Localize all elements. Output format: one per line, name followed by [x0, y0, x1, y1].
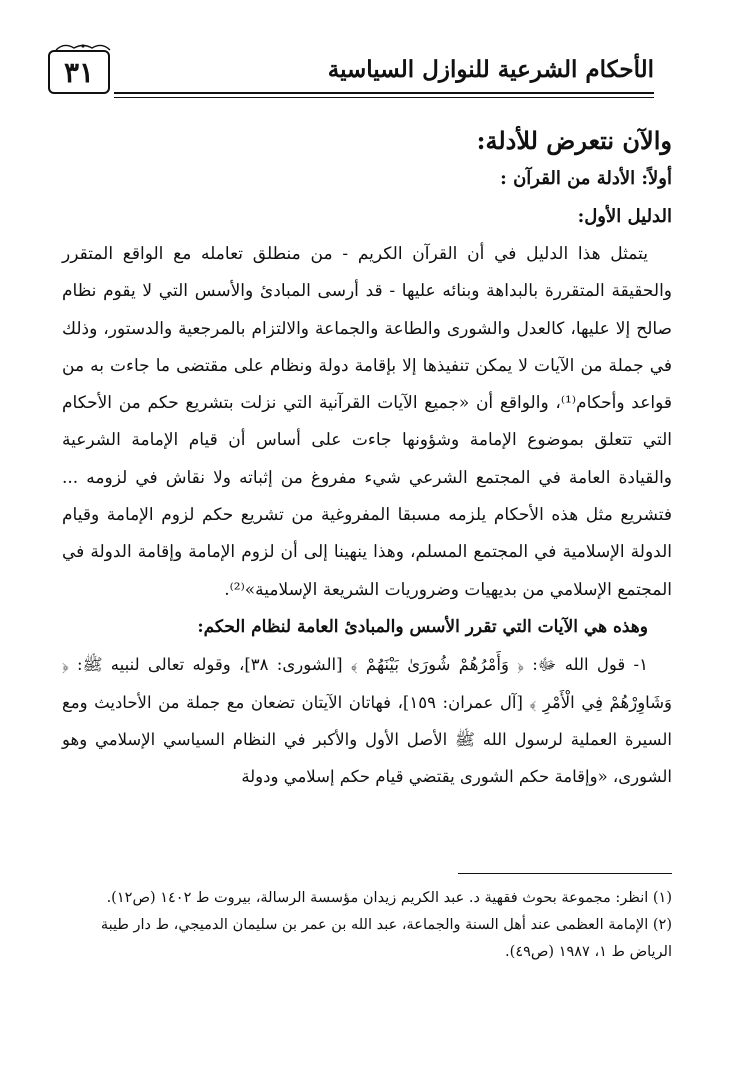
page-number: ٣١ — [48, 50, 110, 94]
main-text — [62, 122, 672, 795]
list-item-shura-verses: ١- قول الله ﷻ: ﴿ وَأَمْرُهُمْ شُورَىٰ بَيْنَهُمْ ﴾ [الشورى: ٣٨]، وقوله تعالى لنبيه ﷺ: ﴿ وَشَاوِرْهُمْ فِي الْأَمْرِ ﴾ [آل عمران: ١٥٩]، فهاتان الآيتان تضعان مع جملة من الأحاديث ومع السيرة العملية لرسول الله ﷺ الأصل الأول والأكبر في النظام السياسي الإسلامي وهو الشورى، «وإقامة حكم الشورى يقتضي قيام حكم إسلامي ودولة — [62, 655, 672, 787]
paragraph-first-evidence: يتمثل هذا الدليل في أن القرآن الكريم - من منطلق تعامله مع الواقع المتقرر والحقيقة المتقررة بالبداهة وبنائه عليها - قد أرسى المبادئ والأسس التي لا يقوم نظام صالح إلا عليها، كالعدل والشورى والطاعة والجماعة والالتزام بالمرجعية والدستور، وذلك في جملة من الآيات لا يمكن تنفيذها إلا بإقامة دولة ونظام على مقتضى ما جاءت به من قواعد وأحكام⁽¹⁾، والواقع أن «جميع الآيات القرآنية التي نزلت بتشريع حكم من الأحكام التي تتعلق بموضوع الإمامة وشؤونها جاءت على أساس أن قيام الإمامة الشرعية والقيادة العامة في المجتمع الشرعي شيء مفروغ من إثباته ولا نقاش في لزومه ... فتشريع مثل هذه الأحكام يلزمه مسبقا المفروغية من تشريع حكم لزوم الإمامة وقيام الدولة الإسلامية في المجتمع المسلم، وهذا ينهينا إلى أن لزوم الإمامة وإقامة الدولة في المجتمع الإسلامي من بديهيات وضروريات الشريعة الإسلامية»⁽²⁾. — [62, 244, 673, 600]
footnote-1: (١) انظر: مجموعة بحوث فقهية د. عبد الكريم زيدان مؤسسة الرسالة، بيروت ط ١٤٠٢ (ص١٢). — [106, 890, 672, 906]
section-heading: والآن نتعرض للأدلة: — [476, 126, 672, 155]
header-rule — [114, 92, 654, 94]
footnote-2: (٢) الإمامة العظمى عند أهل السنة والجماعة، عبد الله بن عمر بن سليمان الدميجي، ط دار طيبة الرياض ط ١، ١٩٨٧ (ص٤٩). — [100, 917, 672, 960]
footnotes — [62, 885, 672, 966]
sub-heading-first-evidence: الدليل الأول: — [577, 206, 672, 227]
header-rule-thin — [114, 97, 654, 98]
footnote-separator — [458, 873, 672, 874]
sub-heading-quran-evidence: أولاً: الأدلة من القرآن : — [500, 168, 672, 189]
verses-intro: وهذه هي الآيات التي تقرر الأسس والمبادئ العامة لنظام الحكم: — [197, 616, 648, 637]
running-title: الأحكام الشرعية للنوازل السياسية — [327, 56, 654, 83]
page-header — [48, 42, 654, 102]
